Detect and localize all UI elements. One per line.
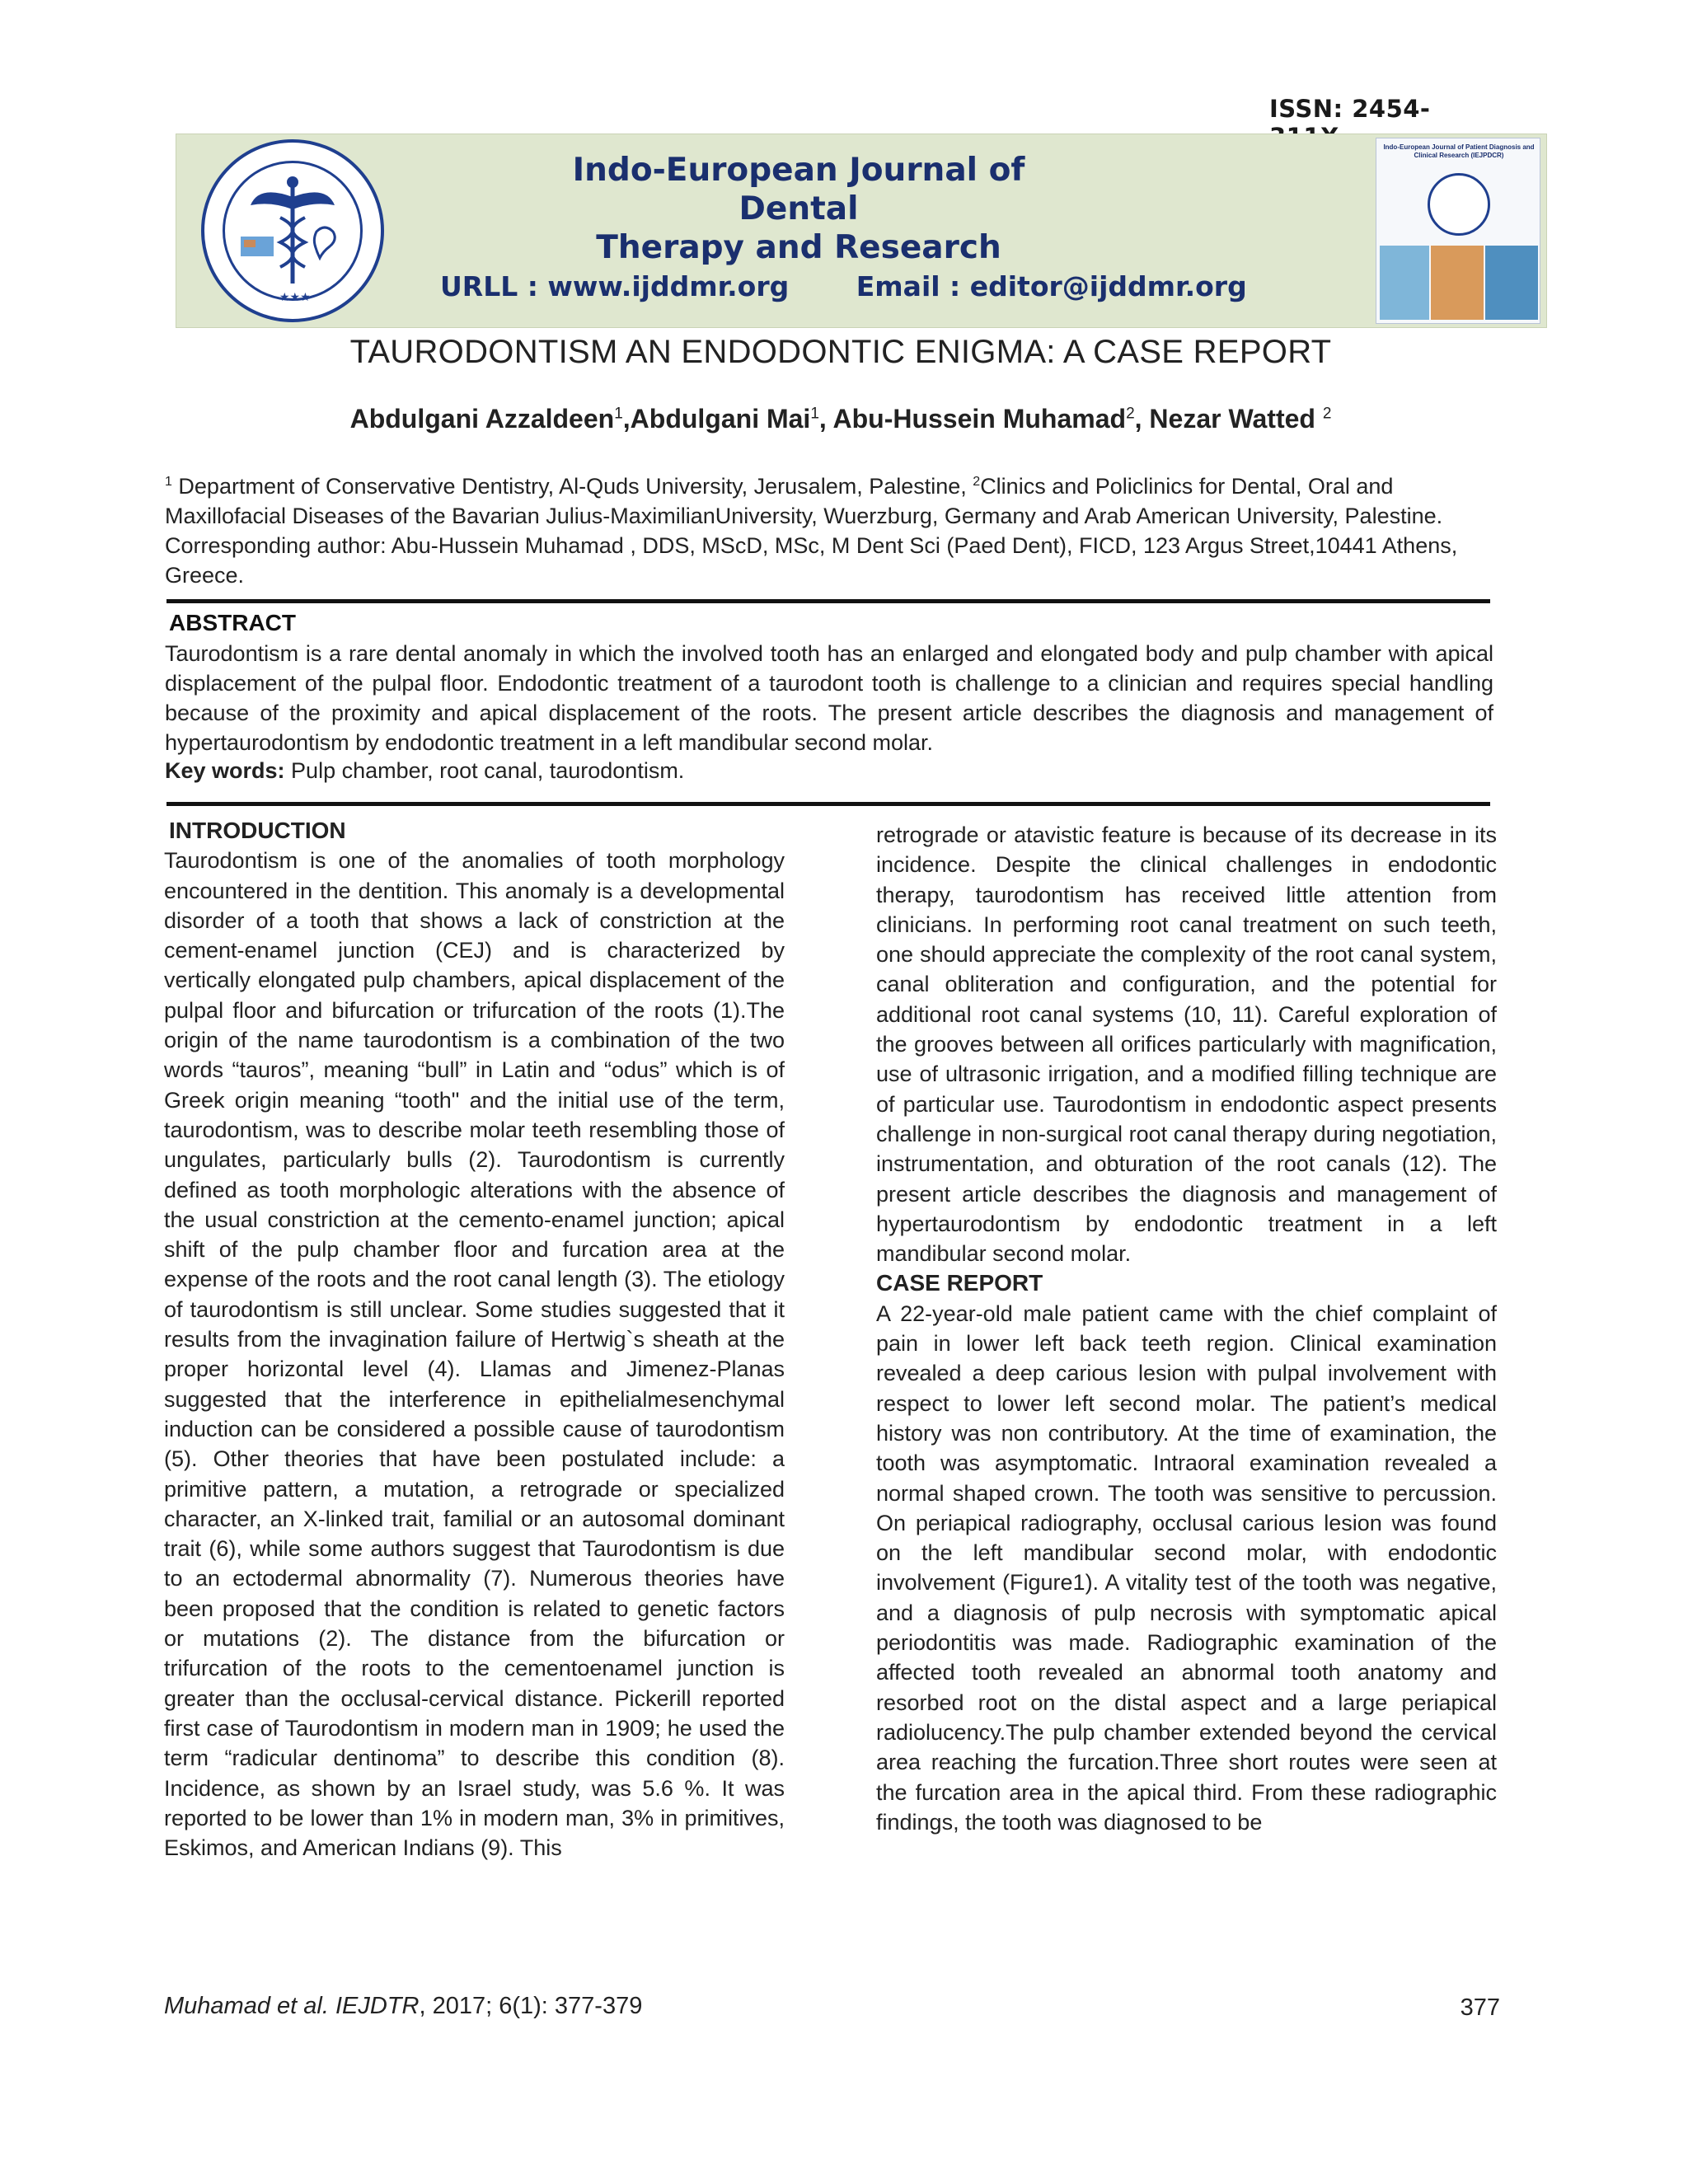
author-affiliation-mark: 2 [1126,405,1135,423]
cover-title: Indo-European Journal of Patient Diagnosis and Clinical Research (IEJPDCR) [1383,143,1535,159]
author-name: Abdulgani Mai [630,404,811,434]
author-list [165,404,1517,434]
journal-title [531,151,1067,267]
issn-label: ISSN: 2454- [1269,95,1431,123]
case-report-text: A 22-year-old male patient came with the chief complaint of pain in lower left back teeth region. Clinical examination revealed a deep carious lesion with pulpal involvement with respect to lower left second molar. The patient’s medical history was non contributory. At the time of examination, the tooth was asymptomatic. Intraoral examination revealed a normal shaped crown. The tooth was sensitive to percussion. On periapical radiography, occlusal carious lesion was found on the left mandibular second molar, with endodontic involvement (Figure1). A vitality test of the tooth was negative, and a diagnosis of pulp necrosis with symptomatic apical periodontitis was made. Radiographic examination of the affected tooth revealed an abnormal tooth anatomy and resorbed root on the distal aspect and a large periapical radiolucency.The pulp chamber extended beyond the cervical area reaching the furcation.Three short routes were seen at the furcation area in the apical third. From these radiographic findings, the tooth was diagnosed to be [876,1301,1497,1835]
affiliation-mark: 1 [165,475,172,489]
abstract-top-rule [166,599,1490,603]
author-separator: , [1134,404,1150,434]
author-separator: , [818,404,833,434]
journal-title-line1: Indo-European Journal of Dental [572,152,1025,227]
keywords [165,758,684,784]
cover-photo-1 [1380,246,1429,320]
abstract-heading: ABSTRACT [169,610,296,635]
article-title: TAURODONTISM AN ENDODONTIC ENIGMA: A CASE REPORT [349,334,1332,370]
introduction-heading: INTRODUCTION [169,818,346,843]
caduceus-icon [201,139,384,322]
journal-banner [176,134,1547,328]
left-column [164,816,785,1863]
journal-email[interactable]: Email : editor@ijddmr.org [856,270,1247,302]
author-affiliation-mark: 2 [1322,405,1332,423]
cover-seal-icon [1428,173,1490,236]
abstract-text: Taurodontism is a rare dental anomaly in which the involved tooth has an enlarged and elongated body and pulp chamber with apical displacement of the pulpal floor. Endodontic treatment of a taurodont tooth is challenge to a clinician and requires special handling because of the proximity and apical displacement of the roots. The present article describes the diagnosis and management of hypertaurodontism by endodontic treatment in a left mandibular second molar. [165,641,1493,755]
author-name: Nezar Watted [1149,404,1315,434]
journal-contact [440,270,1247,302]
cite-journal: IEJDTR [328,1993,420,2019]
cite-details: , 2017; 6(1): 377-379 [419,1993,643,2019]
author-affiliation-mark: 1 [810,405,819,423]
introduction-text: Taurodontism is one of the anomalies of tooth morphology encountered in the dentition. This anomaly is a developmental disorder of a tooth that shows a lack of constriction at the cement-enamel junction (CEJ) and is characterized by vertically elongated pulp chambers, apical displacement of the pulpal floor and bifurcation or trifurcation of the roots (1).The origin of the name taurodontism is a combination of the two words “tauros”, meaning “bull” in Latin and “odus” which is of Greek origin meaning “tooth" and the initial use of the term, taurodontism, was to describe molar teeth resembling those of ungulates, particularly bulls (2). Taurodontism is currently defined as tooth morphologic alterations with the absence of the usual constriction at the cemento-enamel junction; apical shift of the pulp chamber floor and furcation area at the expense of the roots and the root canal length (3). The etiology of taurodontism is still unclear. Some studies suggested that it results from the invagination failure of Hertwig`s sheath at the proper horizontal level (4). Llamas and Jimenez-Planas suggested that the interference in epithelialmesenchymal induction can be considered a possible cause of taurodontism (5). Other theories that have been postulated include: a primitive pattern, a mutation, a retrograde or specialized character, an X-linked trait, familial or an autosomal dominant trait (6), while some authors suggest that Taurodontism is due to an ectodermal abnormality (7). Numerous theories have been proposed that the condition is related to genetic factors or mutations (2). The distance from the bifurcation or trifurcation of the roots to the cementoenamel junction is greater than the occlusal-cervical distance. Pickerill reported first case of Taurodontism in modern man in 1909; he used the term “radicular dentinoma” to describe this condition (8). Incidence, as shown by an Israel study, was 5.6 %. It was reported to be lower than 1% in modern man, 3% in primitives, Eskimos, and American Indians (9). This [164,848,785,1861]
journal-seal-logo [201,139,384,322]
author-affiliation-mark: 1 [614,405,623,423]
journal-url[interactable]: URLL : www.ijddmr.org [440,270,790,302]
cover-photo-3 [1485,246,1538,320]
affiliation-text-2: Clinics and Policlinics for Dental, Oral and Maxillofacial Diseases of the Bavarian Julius-MaximilianUniversity, Wuerzburg, Germany and Arab American University, Palestine. Corresponding author: Abu-Hussein Muhamad , DDS, MScD, MSc, M Dent Sci (Paed Dent), FICD, 123 Argus Street,10441 Athens, Greece. [165,474,1458,588]
cover-photo-2 [1431,246,1484,320]
right-column [876,820,1497,1837]
introduction-continued-text: retrograde or atavistic feature is because of its decrease in its incidence. Despite the clinical challenges in endodontic therapy, taurodontism has received little attention from clinicians. In performing root canal treatment on such teeth, one should appreciate the complexity of the root canal system, canal obliteration and configuration, and the potential for additional root canal systems (10, 11). Careful exploration of the grooves between all orifices particularly with magnification, use of ultrasonic irrigation, and a modified filling technique are of particular use. Taurodontism in endodontic aspect presents challenge in non-surgical root canal therapy during negotiation, instrumentation, and obturation of the root canals (12). The present article describes the diagnosis and management of hypertaurodontism by endodontic treatment in a left mandibular second molar. [876,823,1497,1267]
cite-author: Muhamad [164,1993,270,2019]
author-separator: , [622,404,631,434]
page-number: 377 [1460,1994,1500,2021]
keywords-text: Pulp chamber, root canal, taurodontism. [284,758,685,783]
affiliation-mark: 2 [973,475,981,489]
affiliations [165,467,1492,590]
keywords-label: Key words: [165,758,285,783]
author-name: Abdulgani Azzaldeen [349,404,615,434]
abstract-bottom-rule [166,802,1490,806]
journal-title-line2: Therapy and Research [596,229,1001,266]
case-report-heading: CASE REPORT [876,1270,1043,1296]
journal-cover-thumbnail [1376,138,1540,324]
author-name: Abu-Hussein Muhamad [832,404,1127,434]
affiliation-text-1: Department of Conservative Dentistry, Al-Quds University, Jerusalem, Palestine, [171,474,973,499]
svg-text:★★★: ★★★ [279,291,311,304]
cite-etal: et al. [270,1993,329,2019]
footer-citation [164,1993,642,2020]
